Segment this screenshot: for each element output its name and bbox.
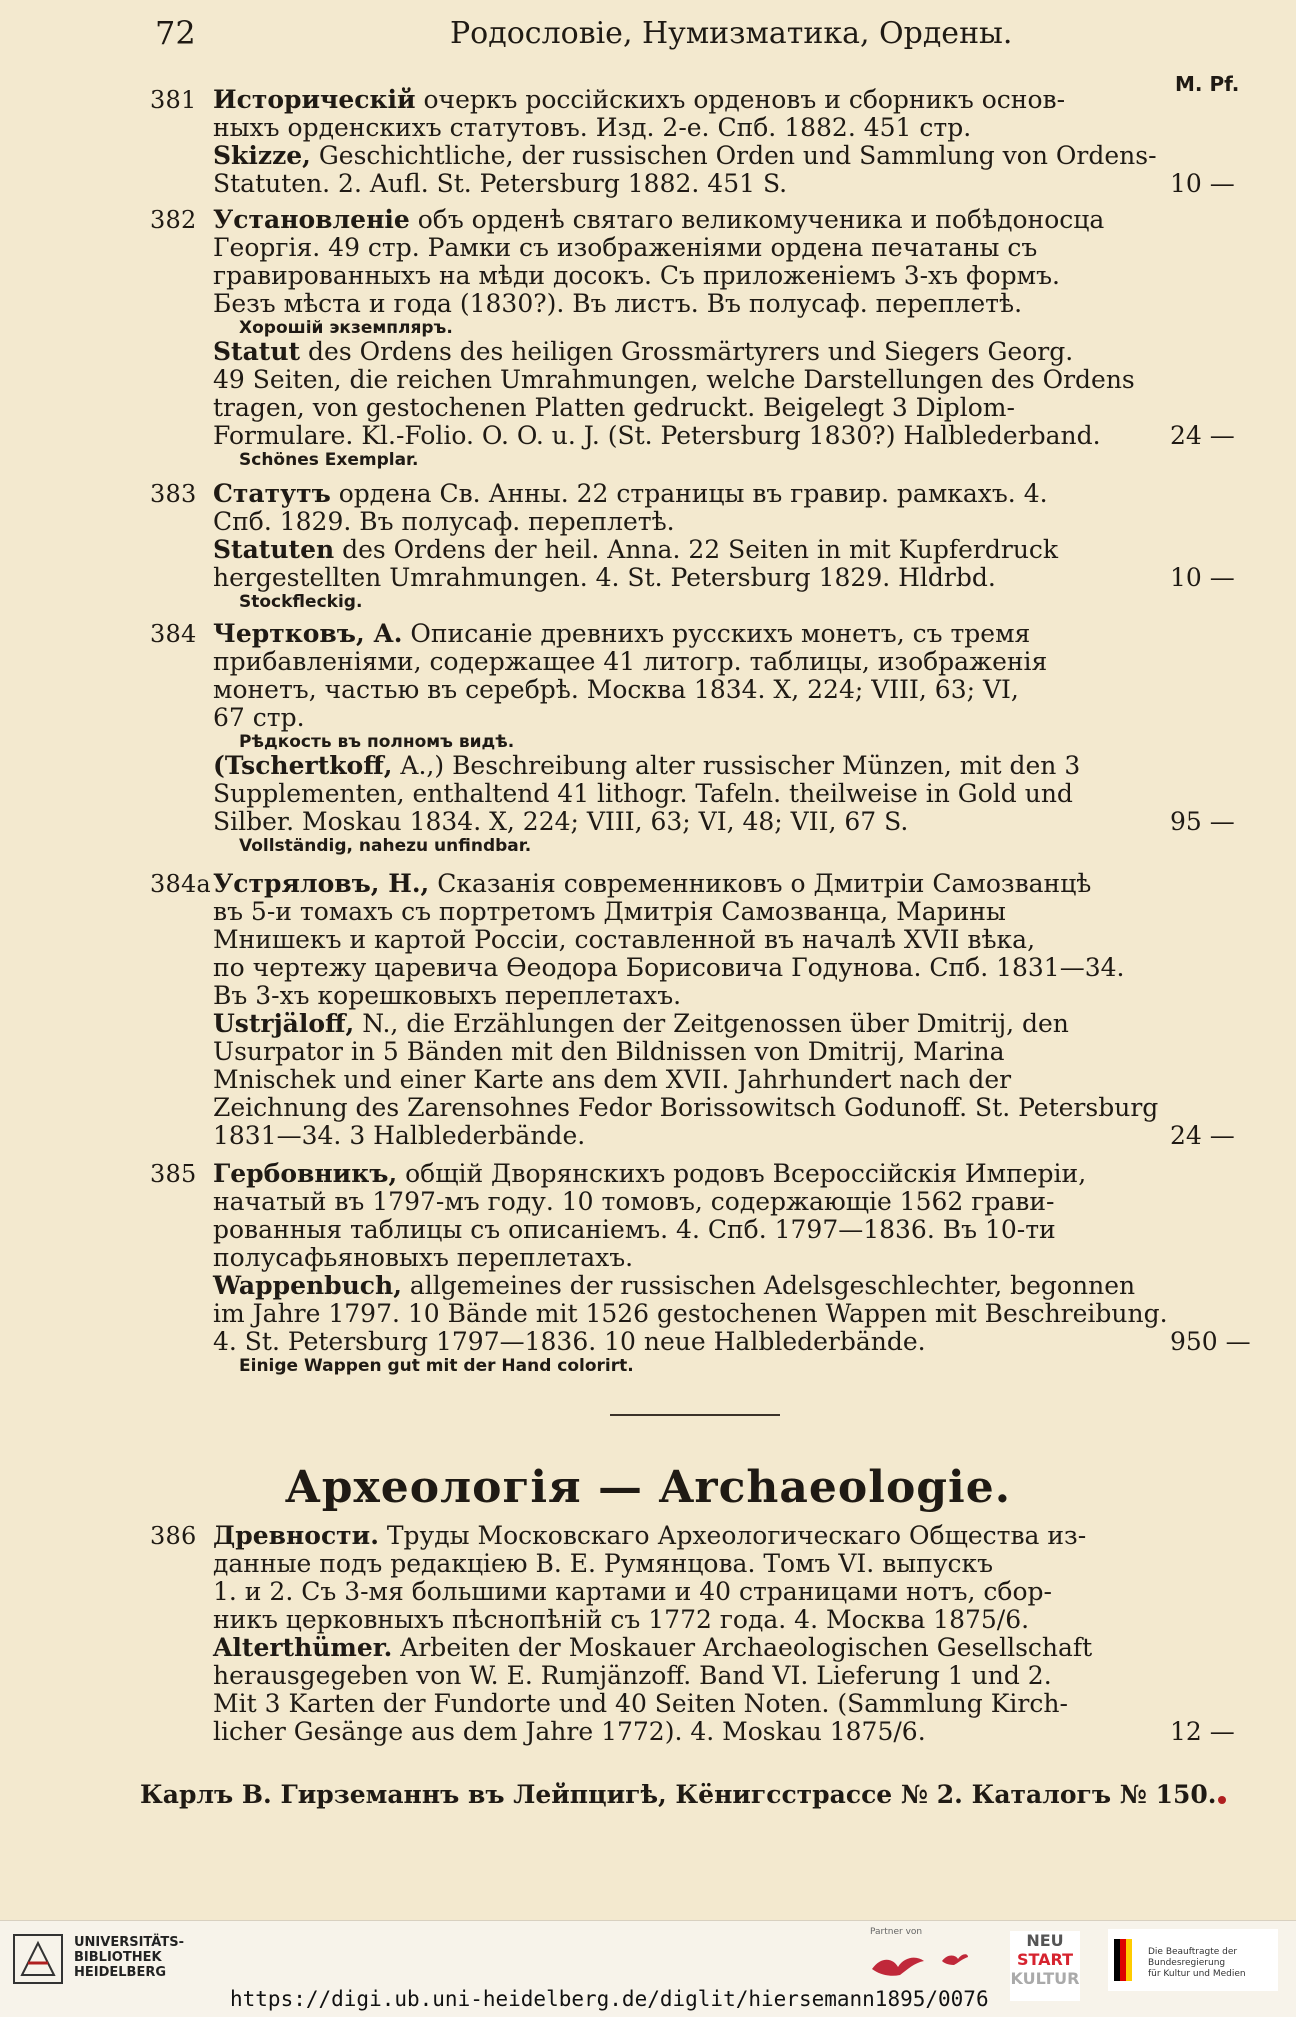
- entry-line-text: Formulare. Kl.-Folio. O. O. u. J. (St. Petersburg 1830?) Halblederband.: [213, 421, 1101, 450]
- entry-line: [213, 620, 1215, 648]
- entry-line-text: Спб. 1829. Въ полусаф. переплетѣ.: [213, 507, 675, 536]
- red-dot-mark: [1218, 1796, 1226, 1804]
- section-divider: [610, 1414, 780, 1416]
- entry-line-text: ныхъ орденскихъ статутовъ. Изд. 2-е. Спб. 1882. 451 стр.: [213, 113, 972, 142]
- entry-line: [213, 1550, 1215, 1578]
- entry-line-text: 67 стр.: [213, 703, 305, 732]
- entry-note: Einige Wappen gut mit der Hand colorirt.: [239, 1356, 634, 1376]
- entry-price: 12 —: [1170, 1717, 1235, 1746]
- entry-line-text: общій Дворянскихъ родовъ Всероссійскія Имперіи,: [397, 1159, 1087, 1188]
- entry-line: [213, 1010, 1215, 1038]
- bkm-text-line: für Kultur und Medien: [1148, 1969, 1246, 1979]
- source-url[interactable]: https://digi.ub.uni-heidelberg.de/diglit/hiersemann1895/0076: [230, 1987, 989, 2011]
- entry-body: [213, 480, 1215, 612]
- entry-line-text: прибавленіями, содержащее 41 литогр. таблицы, изображенія: [213, 647, 1048, 676]
- entry-line-text: Supplementen, enthaltend 41 lithogr. Tafeln. theilweise in Gold und: [213, 779, 1073, 808]
- partner-small-bird-icon: [940, 1947, 970, 1973]
- entry-line: [213, 954, 1215, 982]
- entry-number: 383: [150, 480, 197, 508]
- entry-line: [213, 338, 1215, 366]
- neustart-kultur-logo: [1010, 1931, 1080, 2001]
- entry-line-text: Безъ мѣста и года (1830?). Въ листъ. Въ полусаф. переплетѣ.: [213, 289, 1023, 318]
- entry-line: [213, 86, 1215, 114]
- entry-heading-word: Статутъ: [213, 479, 331, 508]
- entry-line-text: Георгія. 49 стр. Рамки съ изображеніями ордена печатаны съ: [213, 233, 1038, 262]
- entry-price: 10 —: [1170, 563, 1235, 592]
- entry-line: [213, 1122, 1215, 1150]
- publisher-footer-text: Карлъ В. Гирземаннъ въ Лейпцигѣ, Кёнигсстрассе № 2. Каталогъ № 150.: [140, 1780, 1217, 1809]
- library-name-line: UNIVERSITÄTS-: [74, 1935, 184, 1950]
- entry-line: [213, 870, 1215, 898]
- entry-line: [213, 1094, 1215, 1122]
- entry-line-text: Geschichtliche, der russischen Orden und Sammlung von Ordens-: [310, 141, 1157, 170]
- publisher-footer: [140, 1780, 1226, 1809]
- entry-note: Хорошій экземпляръ.: [239, 318, 453, 338]
- entry-note: Schönes Exemplar.: [239, 450, 419, 470]
- entry-body: [213, 870, 1215, 1150]
- bkm-text: [1148, 1947, 1278, 1980]
- entry-heading-word: Alterthümer.: [213, 1633, 393, 1662]
- bkm-logo: [1108, 1929, 1278, 1991]
- entry-number: 384a: [150, 870, 211, 898]
- entry-line-text: hergestellten Umrahmungen. 4. St. Petersburg 1829. Hldrbd.: [213, 563, 996, 592]
- entry-number: 384: [150, 620, 197, 648]
- entry-line-text: монетъ, частью въ серебрѣ. Москва 1834. X, 224; VIII, 63; VI,: [213, 675, 1019, 704]
- entry-body: [213, 1160, 1215, 1376]
- section-title: Археологія — Archaeologie.: [284, 1462, 1012, 1513]
- partner-bird-logo-icon: [868, 1947, 928, 1987]
- entry-line-text: данные подъ редакціею В. Е. Румянцова. Томъ VI. выпускъ: [213, 1549, 994, 1578]
- entry-heading-word: Wappenbuch,: [213, 1271, 402, 1300]
- entry-line-text: Сказанія современниковъ о Дмитріи Самозванцѣ: [429, 869, 1092, 898]
- entry-number: 382: [150, 206, 197, 234]
- entry-line: [213, 170, 1215, 198]
- entry-line: [213, 780, 1215, 808]
- entry-price: 24 —: [1170, 421, 1235, 450]
- entry-line: [213, 366, 1215, 394]
- federal-eagle-icon: [1114, 1939, 1134, 1981]
- entry-line: [213, 1188, 1215, 1216]
- entry-line-text: Описаніе древнихъ русскихъ монетъ, съ тремя: [402, 619, 1031, 648]
- entry-line: [213, 704, 1215, 732]
- entry-line: [213, 536, 1215, 564]
- entry-heading-word: Установленіе: [213, 205, 410, 234]
- entry-line: [213, 1522, 1215, 1550]
- entry-line-text: Въ 3-хъ корешковыхъ переплетахъ.: [213, 981, 682, 1010]
- entry-line: [213, 1300, 1215, 1328]
- entry-heading-word: Гербовникъ,: [213, 1159, 398, 1188]
- entry-line-text: никъ церковныхъ пѣснопѣній съ 1772 года. 4. Москва 1875/6.: [213, 1605, 1030, 1634]
- entry-line: [213, 142, 1215, 170]
- entry-line: [213, 1244, 1215, 1272]
- entry-line: [213, 394, 1215, 422]
- entry-heading-word: Statut: [213, 337, 301, 366]
- entry-line-text: herausgegeben von W. E. Rumjänzoff. Band VI. Lieferung 1 und 2.: [213, 1661, 1052, 1690]
- entry-line-text: des Ordens der heil. Anna. 22 Seiten in mit Kupferdruck: [334, 535, 1059, 564]
- entry-line: [213, 206, 1215, 234]
- neustart-line: START: [1016, 1950, 1074, 1969]
- entry-heading-word: Историческій: [213, 85, 416, 114]
- entry-line-text: A.,) Beschreibung alter russischer Münzen, mit den 3: [392, 751, 1081, 780]
- entry-body: [213, 620, 1215, 856]
- entry-number: 381: [150, 86, 197, 114]
- entry-line-text: allgemeines der russischen Adelsgeschlechter, begonnen: [401, 1271, 1136, 1300]
- entry-line: [213, 1038, 1215, 1066]
- entry-line-text: Silber. Moskau 1834. X, 224; VIII, 63; VI, 48; VII, 67 S.: [213, 807, 909, 836]
- entry-note: Рѣдкость въ полномъ видѣ.: [239, 732, 515, 752]
- entry-line: [213, 508, 1215, 536]
- entry-line-text: Мнишекъ и картой Россіи, составленной въ началѣ XVII вѣка,: [213, 925, 1036, 954]
- entry-line-text: licher Gesänge aus dem Jahre 1772). 4. Moskau 1875/6.: [213, 1717, 926, 1746]
- entry-line: [213, 1066, 1215, 1094]
- entry-line: [213, 676, 1215, 704]
- entry-note: Vollständig, nahezu unfindbar.: [239, 836, 532, 856]
- bkm-text-line: Die Beauftragte der Bundesregierung: [1148, 1947, 1238, 1968]
- entry-line-text: объ орденѣ святаго великомученика и побѣдоносца: [409, 205, 1105, 234]
- entry-heading-word: Чертковъ, А.: [213, 619, 403, 648]
- entry-line-text: ордена Св. Анны. 22 страницы въ гравир. рамкахъ. 4.: [330, 479, 1048, 508]
- entry-line-text: 49 Seiten, die reichen Umrahmungen, welche Darstellungen des Ordens: [213, 365, 1135, 394]
- entry-line-text: im Jahre 1797. 10 Bände mit 1526 gestochenen Wappen mit Beschreibung.: [213, 1299, 1168, 1328]
- entry-line: [213, 262, 1215, 290]
- entry-line-text: tragen, von gestochenen Platten gedruckt. Beigelegt 3 Diplom-: [213, 393, 1015, 422]
- entry-line: [213, 1216, 1215, 1244]
- partner-label: Partner von: [870, 1927, 923, 1937]
- entry-line-text: Usurpator in 5 Bänden mit den Bildnissen von Dmitrij, Marina: [213, 1037, 1005, 1066]
- entry-line: [213, 808, 1215, 836]
- entry-price: 95 —: [1170, 807, 1235, 836]
- page-number: 72: [155, 14, 196, 52]
- entry-line: [213, 234, 1215, 262]
- running-title: Родословіе, Нумизматика, Ордены.: [450, 16, 1013, 51]
- entry-heading-word: Древности.: [213, 1521, 379, 1550]
- entry-heading-word: Skizze,: [213, 141, 311, 170]
- entry-line: [213, 1634, 1215, 1662]
- entry-line: [213, 898, 1215, 926]
- entry-line: [213, 752, 1215, 780]
- entry-line: [213, 1328, 1215, 1356]
- entry-line: [213, 1578, 1215, 1606]
- entry-line-text: Zeichnung des Zarensohnes Fedor Borissowitsch Godunoff. St. Petersburg: [213, 1093, 1159, 1122]
- entry-line-text: des Ordens des heiligen Grossmärtyrers und Siegers Georg.: [300, 337, 1074, 366]
- entry-line: [213, 982, 1215, 1010]
- entry-line-text: Mit 3 Karten der Fundorte und 40 Seiten Noten. (Sammlung Kirch-: [213, 1689, 1068, 1718]
- entry-line-text: 4. St. Petersburg 1797—1836. 10 neue Halblederbände.: [213, 1327, 926, 1356]
- entry-number: 385: [150, 1160, 197, 1188]
- library-name: [74, 1935, 184, 1980]
- entry-price: 10 —: [1170, 169, 1235, 198]
- entry-line-text: N., die Erzählungen der Zeitgenossen über Dmitrij, den: [354, 1009, 1069, 1038]
- entry-price: 24 —: [1170, 1121, 1235, 1150]
- entry-line: [213, 422, 1215, 450]
- entry-heading-word: Ustrjäloff,: [213, 1009, 355, 1038]
- entry-line-text: по чертежу царевича Ѳеодора Борисовича Годунова. Спб. 1831—34.: [213, 953, 1125, 982]
- entry-line-text: начатый въ 1797-мъ году. 10 томовъ, содержающіе 1562 грави-: [213, 1187, 1055, 1216]
- entry-heading-word: (Tschertkoff,: [213, 751, 393, 780]
- neustart-line: NEU: [1026, 1931, 1064, 1950]
- page-header: [155, 14, 1240, 54]
- entry-line-text: 1831—34. 3 Halblederbände.: [213, 1121, 586, 1150]
- digitization-bar: [0, 1920, 1296, 2017]
- entry-number: 386: [150, 1522, 197, 1550]
- entry-body: [213, 86, 1215, 198]
- library-name-line: HEIDELBERG: [74, 1965, 167, 1980]
- entry-line: [213, 114, 1215, 142]
- entry-line: [213, 1662, 1215, 1690]
- entry-line-text: очеркъ россійскихъ орденовъ и сборникъ основ-: [415, 85, 1066, 114]
- entry-line-text: Труды Московскаго Археологическаго Общества из-: [378, 1521, 1087, 1550]
- entry-line: [213, 1160, 1215, 1188]
- entry-line: [213, 1718, 1215, 1746]
- entry-line: [213, 564, 1215, 592]
- entry-line: [213, 648, 1215, 676]
- university-library-logo-icon: [12, 1933, 64, 1985]
- entry-line-text: полусафьяновыхъ переплетахъ.: [213, 1243, 634, 1272]
- entry-body: [213, 1522, 1215, 1746]
- entry-line-text: рованныя таблицы съ описаніемъ. 4. Спб. 1797—1836. Въ 10-ти: [213, 1215, 1056, 1244]
- library-name-line: BIBLIOTHEK: [74, 1950, 162, 1965]
- entry-line-text: Arbeiten der Moskauer Archaeologischen Gesellschaft: [392, 1633, 1093, 1662]
- entry-line: [213, 1690, 1215, 1718]
- entry-heading-word: Устряловъ, Н.,: [213, 869, 430, 898]
- entry-price: 950 —: [1170, 1327, 1251, 1356]
- entry-line-text: гравированныхъ на мѣди досокъ. Съ приложеніемъ 3-хъ формъ.: [213, 261, 1060, 290]
- entry-line-text: Mnischek und einer Karte ans dem XVII. Jahrhundert nach der: [213, 1065, 1012, 1094]
- entry-line: [213, 1272, 1215, 1300]
- entry-line: [213, 480, 1215, 508]
- entry-heading-word: Statuten: [213, 535, 335, 564]
- entry-line-text: въ 5-и томахъ съ портретомъ Дмитрія Самозванца, Марины: [213, 897, 1006, 926]
- entry-line: [213, 290, 1215, 318]
- entry-line: [213, 1606, 1215, 1634]
- entry-body: [213, 206, 1215, 470]
- entry-note: Stockfleckig.: [239, 592, 363, 612]
- entry-line-text: 1. и 2. Съ 3-мя большими картами и 40 страницами нотъ, сбор-: [213, 1577, 1052, 1606]
- neustart-line: KULTUR: [1010, 1969, 1080, 1988]
- price-column-header: M. Pf.: [1175, 72, 1240, 96]
- entry-line-text: Statuten. 2. Aufl. St. Petersburg 1882. 451 S.: [213, 169, 788, 198]
- entry-line: [213, 926, 1215, 954]
